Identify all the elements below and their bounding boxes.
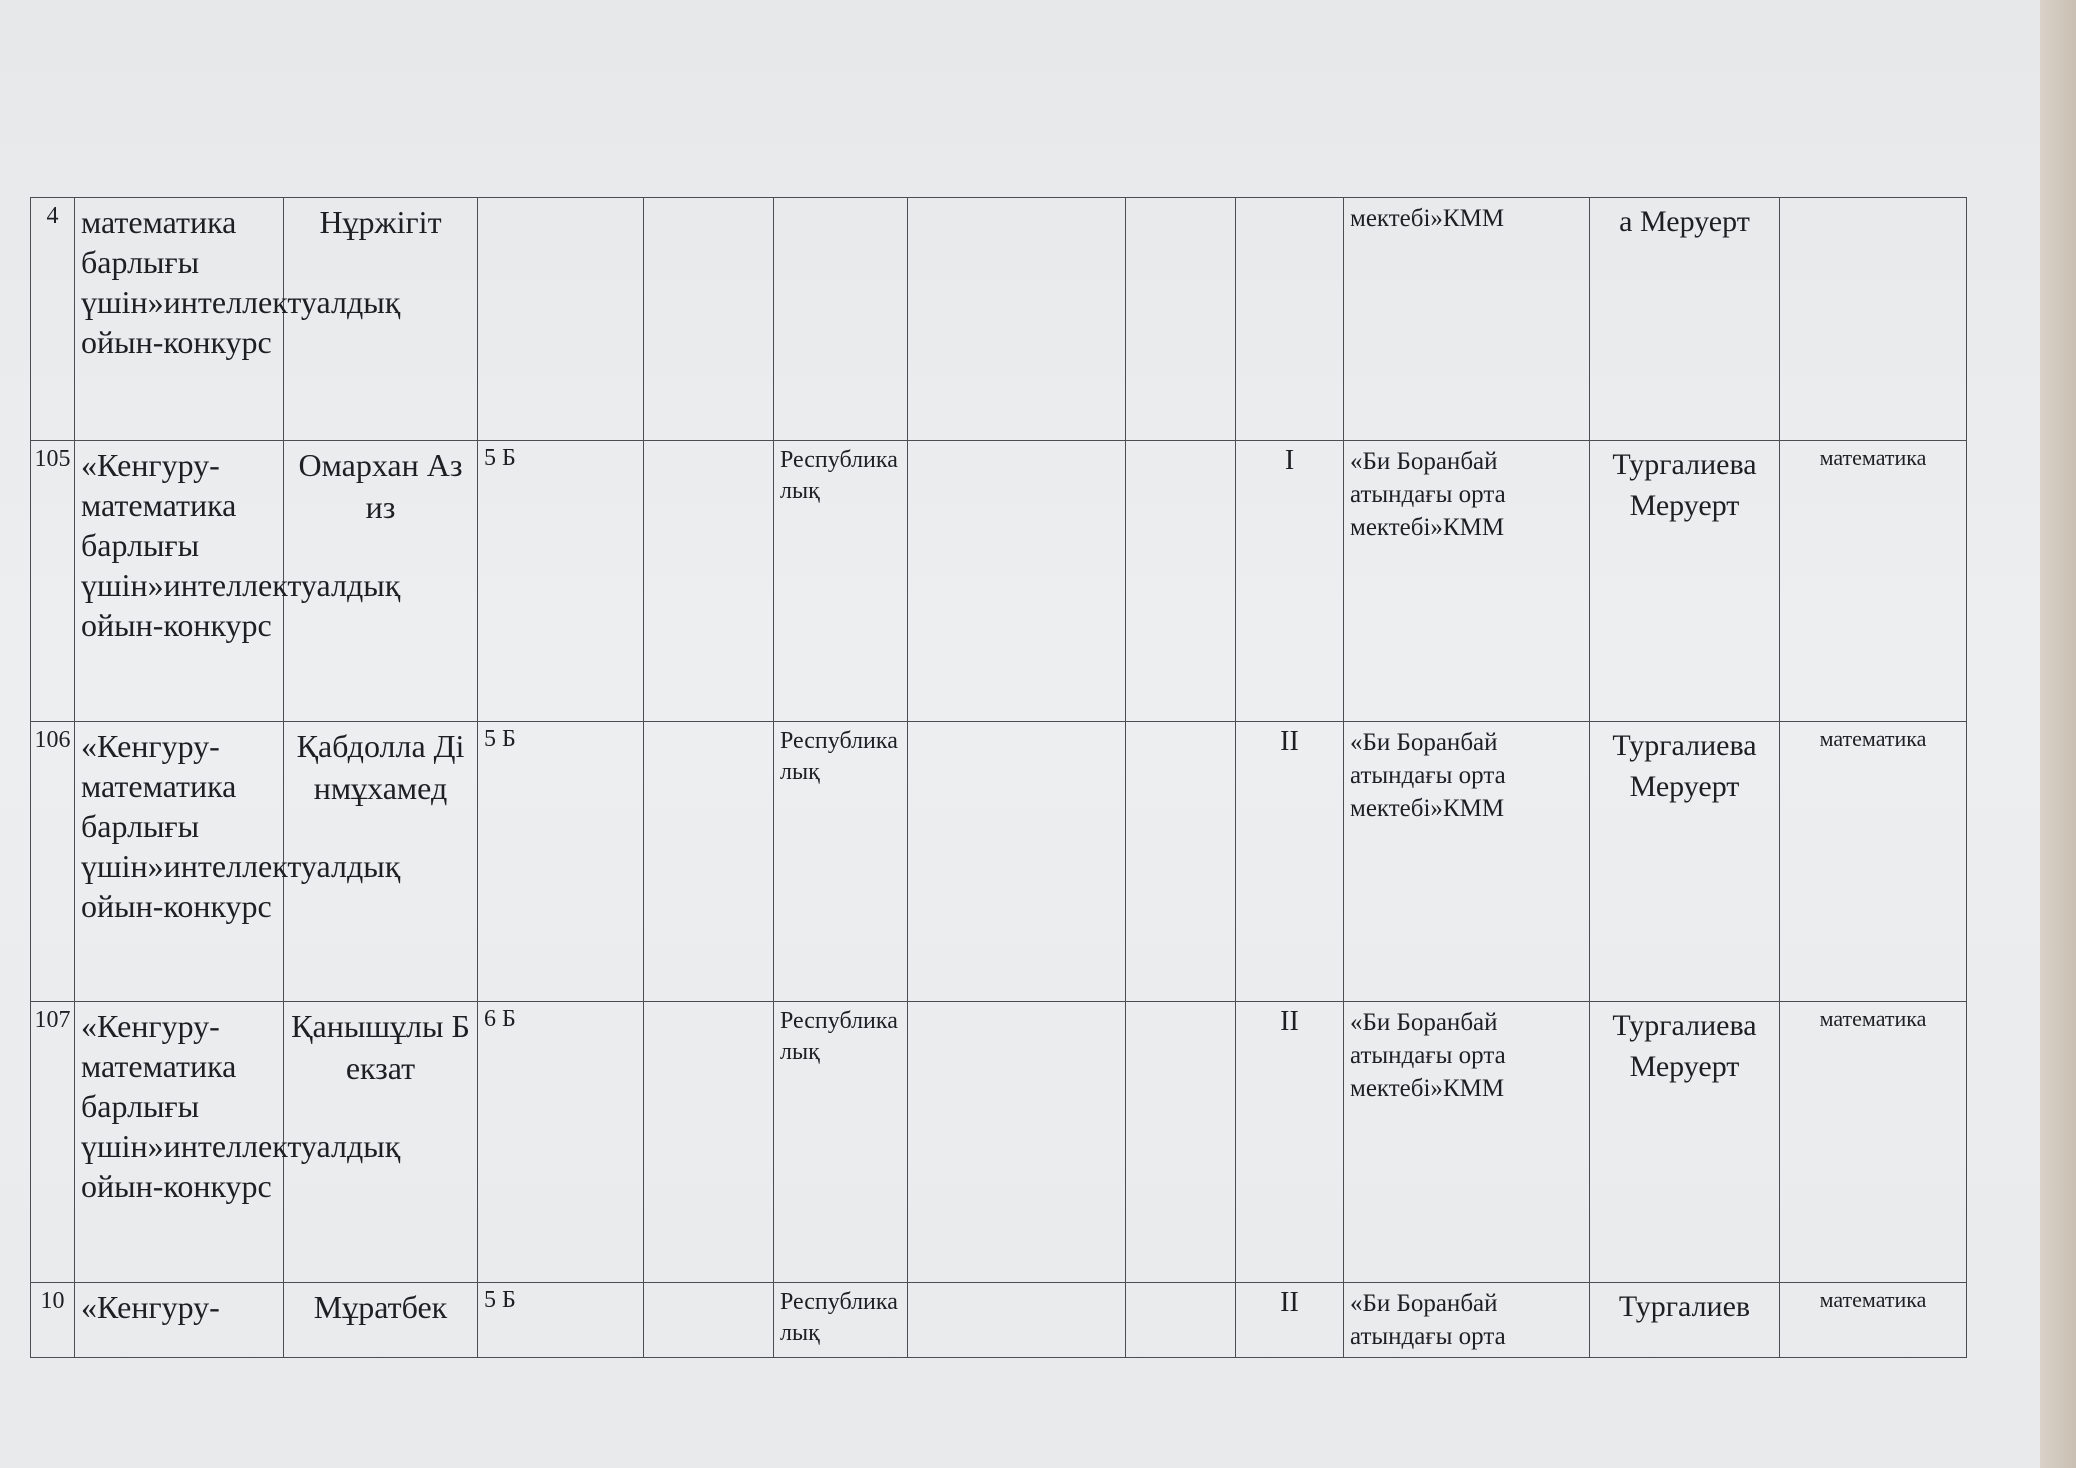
row-number: 107 — [31, 1002, 75, 1283]
student-name: Қабдолла Дінмұхамед — [284, 722, 478, 1002]
level-cell: Республикалық — [774, 722, 908, 1002]
student-name: Нұржігіт — [284, 198, 478, 441]
class-cell — [478, 198, 644, 441]
competition-name: «Кенгуру-математика барлығы үшін»интеллектуалдық ойын-конкурс — [75, 441, 284, 722]
empty-cell — [908, 1002, 1126, 1283]
table-edge-background — [2040, 0, 2076, 1468]
level-cell: Республикалық — [774, 441, 908, 722]
class-cell: 5 Б — [478, 441, 644, 722]
empty-cell — [644, 1002, 774, 1283]
teacher-cell: а Меруерт — [1590, 198, 1780, 441]
subject-cell: математика — [1780, 441, 1967, 722]
empty-cell — [644, 198, 774, 441]
empty-cell — [908, 198, 1126, 441]
competition-name: «Кенгуру- — [75, 1283, 284, 1358]
row-number: 106 — [31, 722, 75, 1002]
school-cell: «Би Боранбай атындағы орта мектебі»КММ — [1344, 1002, 1590, 1283]
table-row — [31, 1283, 1967, 1358]
empty-cell — [1126, 1002, 1236, 1283]
place-cell: II — [1236, 1283, 1344, 1358]
school-cell: «Би Боранбай атындағы орта — [1344, 1283, 1590, 1358]
table-row — [31, 198, 1967, 441]
empty-cell — [908, 722, 1126, 1002]
empty-cell — [1126, 198, 1236, 441]
class-cell: 5 Б — [478, 722, 644, 1002]
place-cell — [1236, 198, 1344, 441]
empty-cell — [908, 1283, 1126, 1358]
table-row — [31, 1002, 1967, 1283]
empty-cell — [644, 441, 774, 722]
empty-cell — [644, 722, 774, 1002]
school-cell: «Би Боранбай атындағы орта мектебі»КММ — [1344, 441, 1590, 722]
school-cell: «Би Боранбай атындағы орта мектебі»КММ — [1344, 722, 1590, 1002]
empty-cell — [644, 1283, 774, 1358]
empty-cell — [1126, 1283, 1236, 1358]
table-row — [31, 722, 1967, 1002]
place-cell: II — [1236, 722, 1344, 1002]
empty-cell — [1126, 722, 1236, 1002]
place-cell: II — [1236, 1002, 1344, 1283]
teacher-cell: Тургалиева Меруерт — [1590, 441, 1780, 722]
empty-cell — [908, 441, 1126, 722]
row-number: 10 — [31, 1283, 75, 1358]
subject-cell — [1780, 198, 1967, 441]
results-table — [30, 197, 1967, 1358]
subject-cell: математика — [1780, 1283, 1967, 1358]
empty-cell — [1126, 441, 1236, 722]
class-cell: 6 Б — [478, 1002, 644, 1283]
teacher-cell: Тургалиева Меруерт — [1590, 722, 1780, 1002]
teacher-cell: Тургалиева Меруерт — [1590, 1002, 1780, 1283]
place-cell: I — [1236, 441, 1344, 722]
subject-cell: математика — [1780, 1002, 1967, 1283]
row-number: 105 — [31, 441, 75, 722]
level-cell: Республикалық — [774, 1002, 908, 1283]
level-cell — [774, 198, 908, 441]
school-cell: мектебі»КММ — [1344, 198, 1590, 441]
competition-name: «Кенгуру-математика барлығы үшін»интеллектуалдық ойын-конкурс — [75, 1002, 284, 1283]
class-cell: 5 Б — [478, 1283, 644, 1358]
student-name: Омархан Азиз — [284, 441, 478, 722]
teacher-cell: Тургалиев — [1590, 1283, 1780, 1358]
subject-cell: математика — [1780, 722, 1967, 1002]
row-number: 4 — [31, 198, 75, 441]
competition-name: математика барлығы үшін»интеллектуалдық ойын-конкурс — [75, 198, 284, 441]
level-cell: Республикалық — [774, 1283, 908, 1358]
table-row — [31, 441, 1967, 722]
competition-name: «Кенгуру-математика барлығы үшін»интеллектуалдық ойын-конкурс — [75, 722, 284, 1002]
student-name: Қанышұлы Бекзат — [284, 1002, 478, 1283]
student-name: Мұратбек — [284, 1283, 478, 1358]
